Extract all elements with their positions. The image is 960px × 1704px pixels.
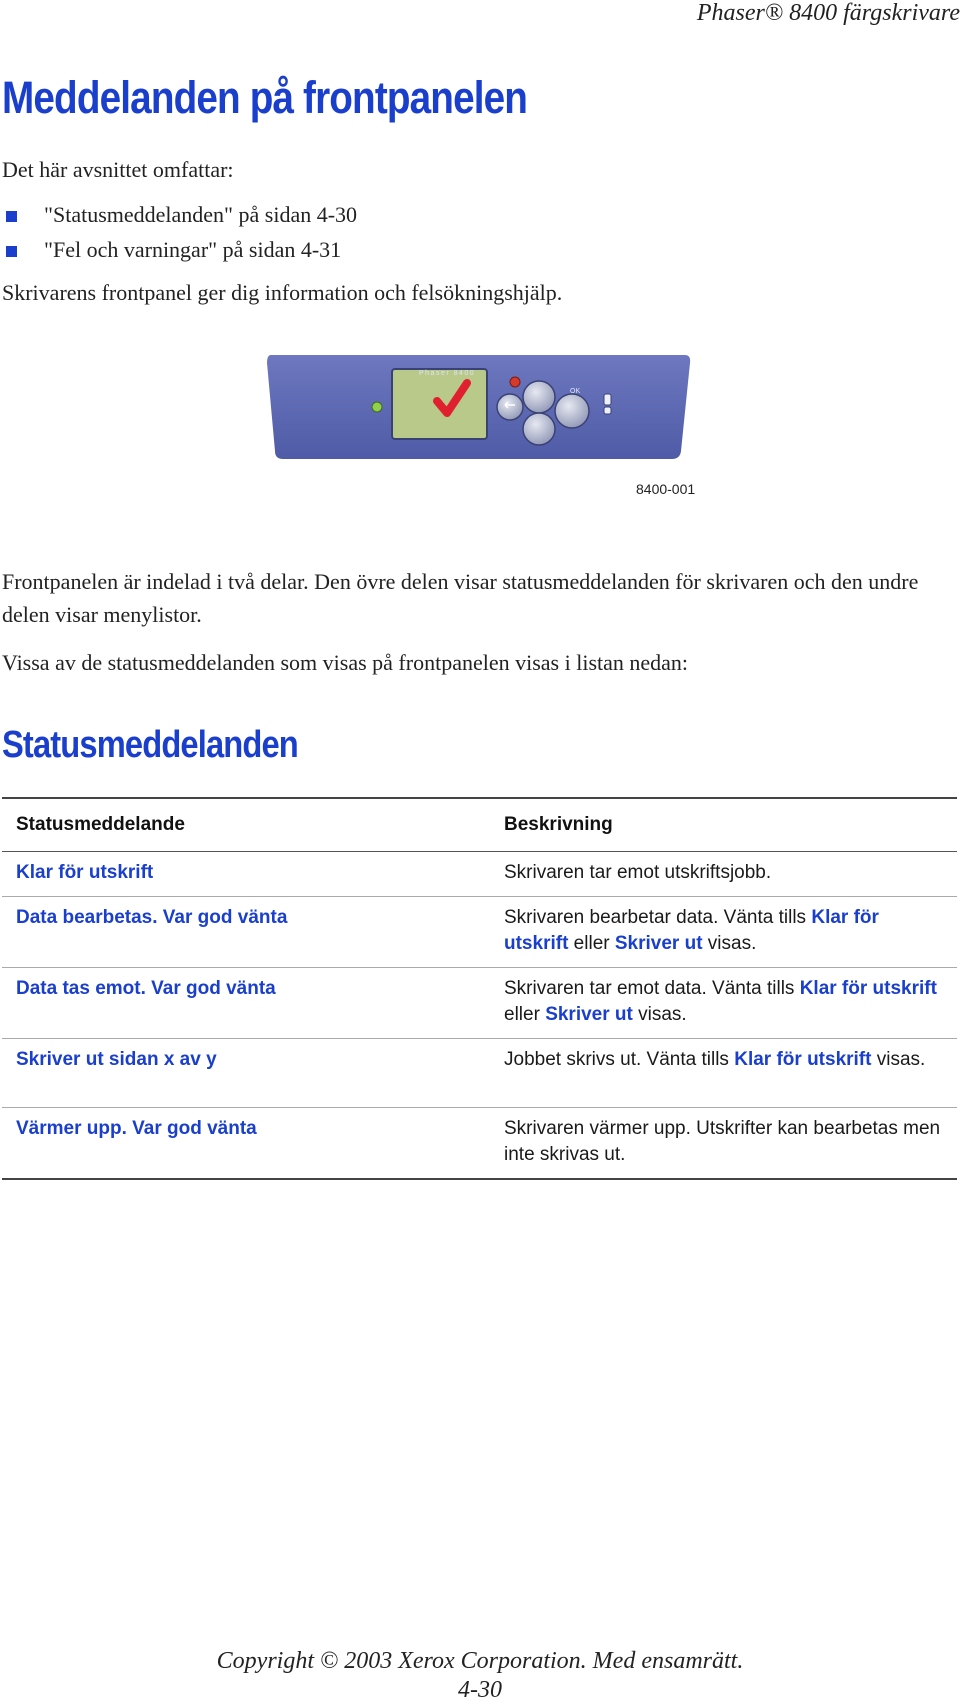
description-text: visas. (702, 933, 757, 954)
page-title: Meddelanden på frontpanelen (2, 72, 528, 123)
ok-label: OK (570, 388, 581, 395)
status-messages-table (2, 797, 957, 1180)
table-row (2, 852, 957, 897)
status-message-cell: Data bearbetas. Var god vänta (2, 897, 490, 968)
description-cell (490, 1039, 957, 1108)
list-item[interactable] (2, 234, 357, 269)
footer-copyright: Copyright © 2003 Xerox Corporation. Med ensamrätt. (216, 1648, 744, 1674)
topic-link-status-messages[interactable]: "Statusmeddelanden" på sidan 4-30 (44, 202, 358, 227)
info-button-icon (604, 394, 611, 405)
status-led-icon (372, 402, 382, 412)
highlighted-message: Klar för utskrift (504, 907, 879, 954)
description-text: Jobbet skrivs ut. Vänta tills (504, 1049, 735, 1070)
page-number: 4-30 (458, 1677, 502, 1703)
panel-brand-text: Phaser 8400 (419, 370, 476, 377)
table-row (2, 1039, 957, 1108)
column-header-status: Statusmeddelande (2, 798, 490, 852)
column-header-description: Beskrivning (490, 798, 957, 852)
description-cell (490, 968, 957, 1039)
highlighted-message: Klar för utskrift (799, 978, 937, 999)
panel-description: Frontpanelen är indelad i två delar. Den övre delen visar statusmeddelanden för skrivaren och den undre delen visar menylistor. (2, 569, 919, 627)
highlighted-message: Skriver ut (545, 1004, 633, 1025)
status-message-cell: Värmer upp. Var god vänta (2, 1108, 490, 1180)
topic-link-errors-warnings[interactable]: "Fel och varningar" på sidan 4-31 (44, 237, 342, 262)
header-product-name: Phaser® 8400 färgskrivare (696, 0, 960, 26)
intro-text: Det här avsnittet omfattar: (2, 157, 234, 182)
front-panel-illustration (267, 355, 691, 459)
description-text: Skrivaren värmer upp. Utskrifter kan bearbetas men inte skrivas ut. (504, 1118, 941, 1165)
list-intro-text: Vissa av de statusmeddelanden som visas på frontpanelen visas i listan nedan: (2, 650, 689, 675)
ok-button-icon (555, 394, 589, 428)
status-message-cell: Klar för utskrift (2, 852, 490, 897)
description-text: eller (568, 933, 615, 954)
description-text: Skrivaren tar emot utskriftsjobb. (504, 862, 772, 883)
bullet-icon (6, 211, 17, 222)
highlighted-message: Skriver ut (614, 933, 703, 954)
section-title: Statusmeddelanden (2, 724, 298, 766)
bullet-icon (6, 246, 17, 257)
up-button-icon (523, 381, 555, 413)
status-message-cell: Skriver ut sidan x av y (2, 1039, 490, 1108)
cancel-button-icon (510, 377, 520, 387)
down-button-icon (523, 413, 555, 445)
description-text: visas. (632, 1004, 687, 1025)
table-row (2, 1108, 957, 1180)
table-row (2, 968, 957, 1039)
table-row (2, 897, 957, 968)
back-button-icon (497, 394, 523, 420)
description-cell (490, 897, 957, 968)
description-text: Skrivaren bearbetar data. Vänta tills (504, 907, 812, 928)
description-cell (490, 852, 957, 897)
topic-list (2, 199, 357, 269)
description-text: eller (504, 1004, 546, 1025)
description-cell (490, 1108, 957, 1180)
figure-label: 8400-001 (636, 481, 696, 497)
status-message-cell: Data tas emot. Var god vänta (2, 968, 490, 1039)
list-item[interactable] (2, 199, 357, 234)
info-paragraph: Skrivarens frontpanel ger dig information och felsökningshjälp. (2, 280, 563, 305)
description-text: visas. (871, 1049, 926, 1070)
description-text: Skrivaren tar emot data. Vänta tills (504, 978, 800, 999)
highlighted-message: Klar för utskrift (734, 1049, 872, 1070)
